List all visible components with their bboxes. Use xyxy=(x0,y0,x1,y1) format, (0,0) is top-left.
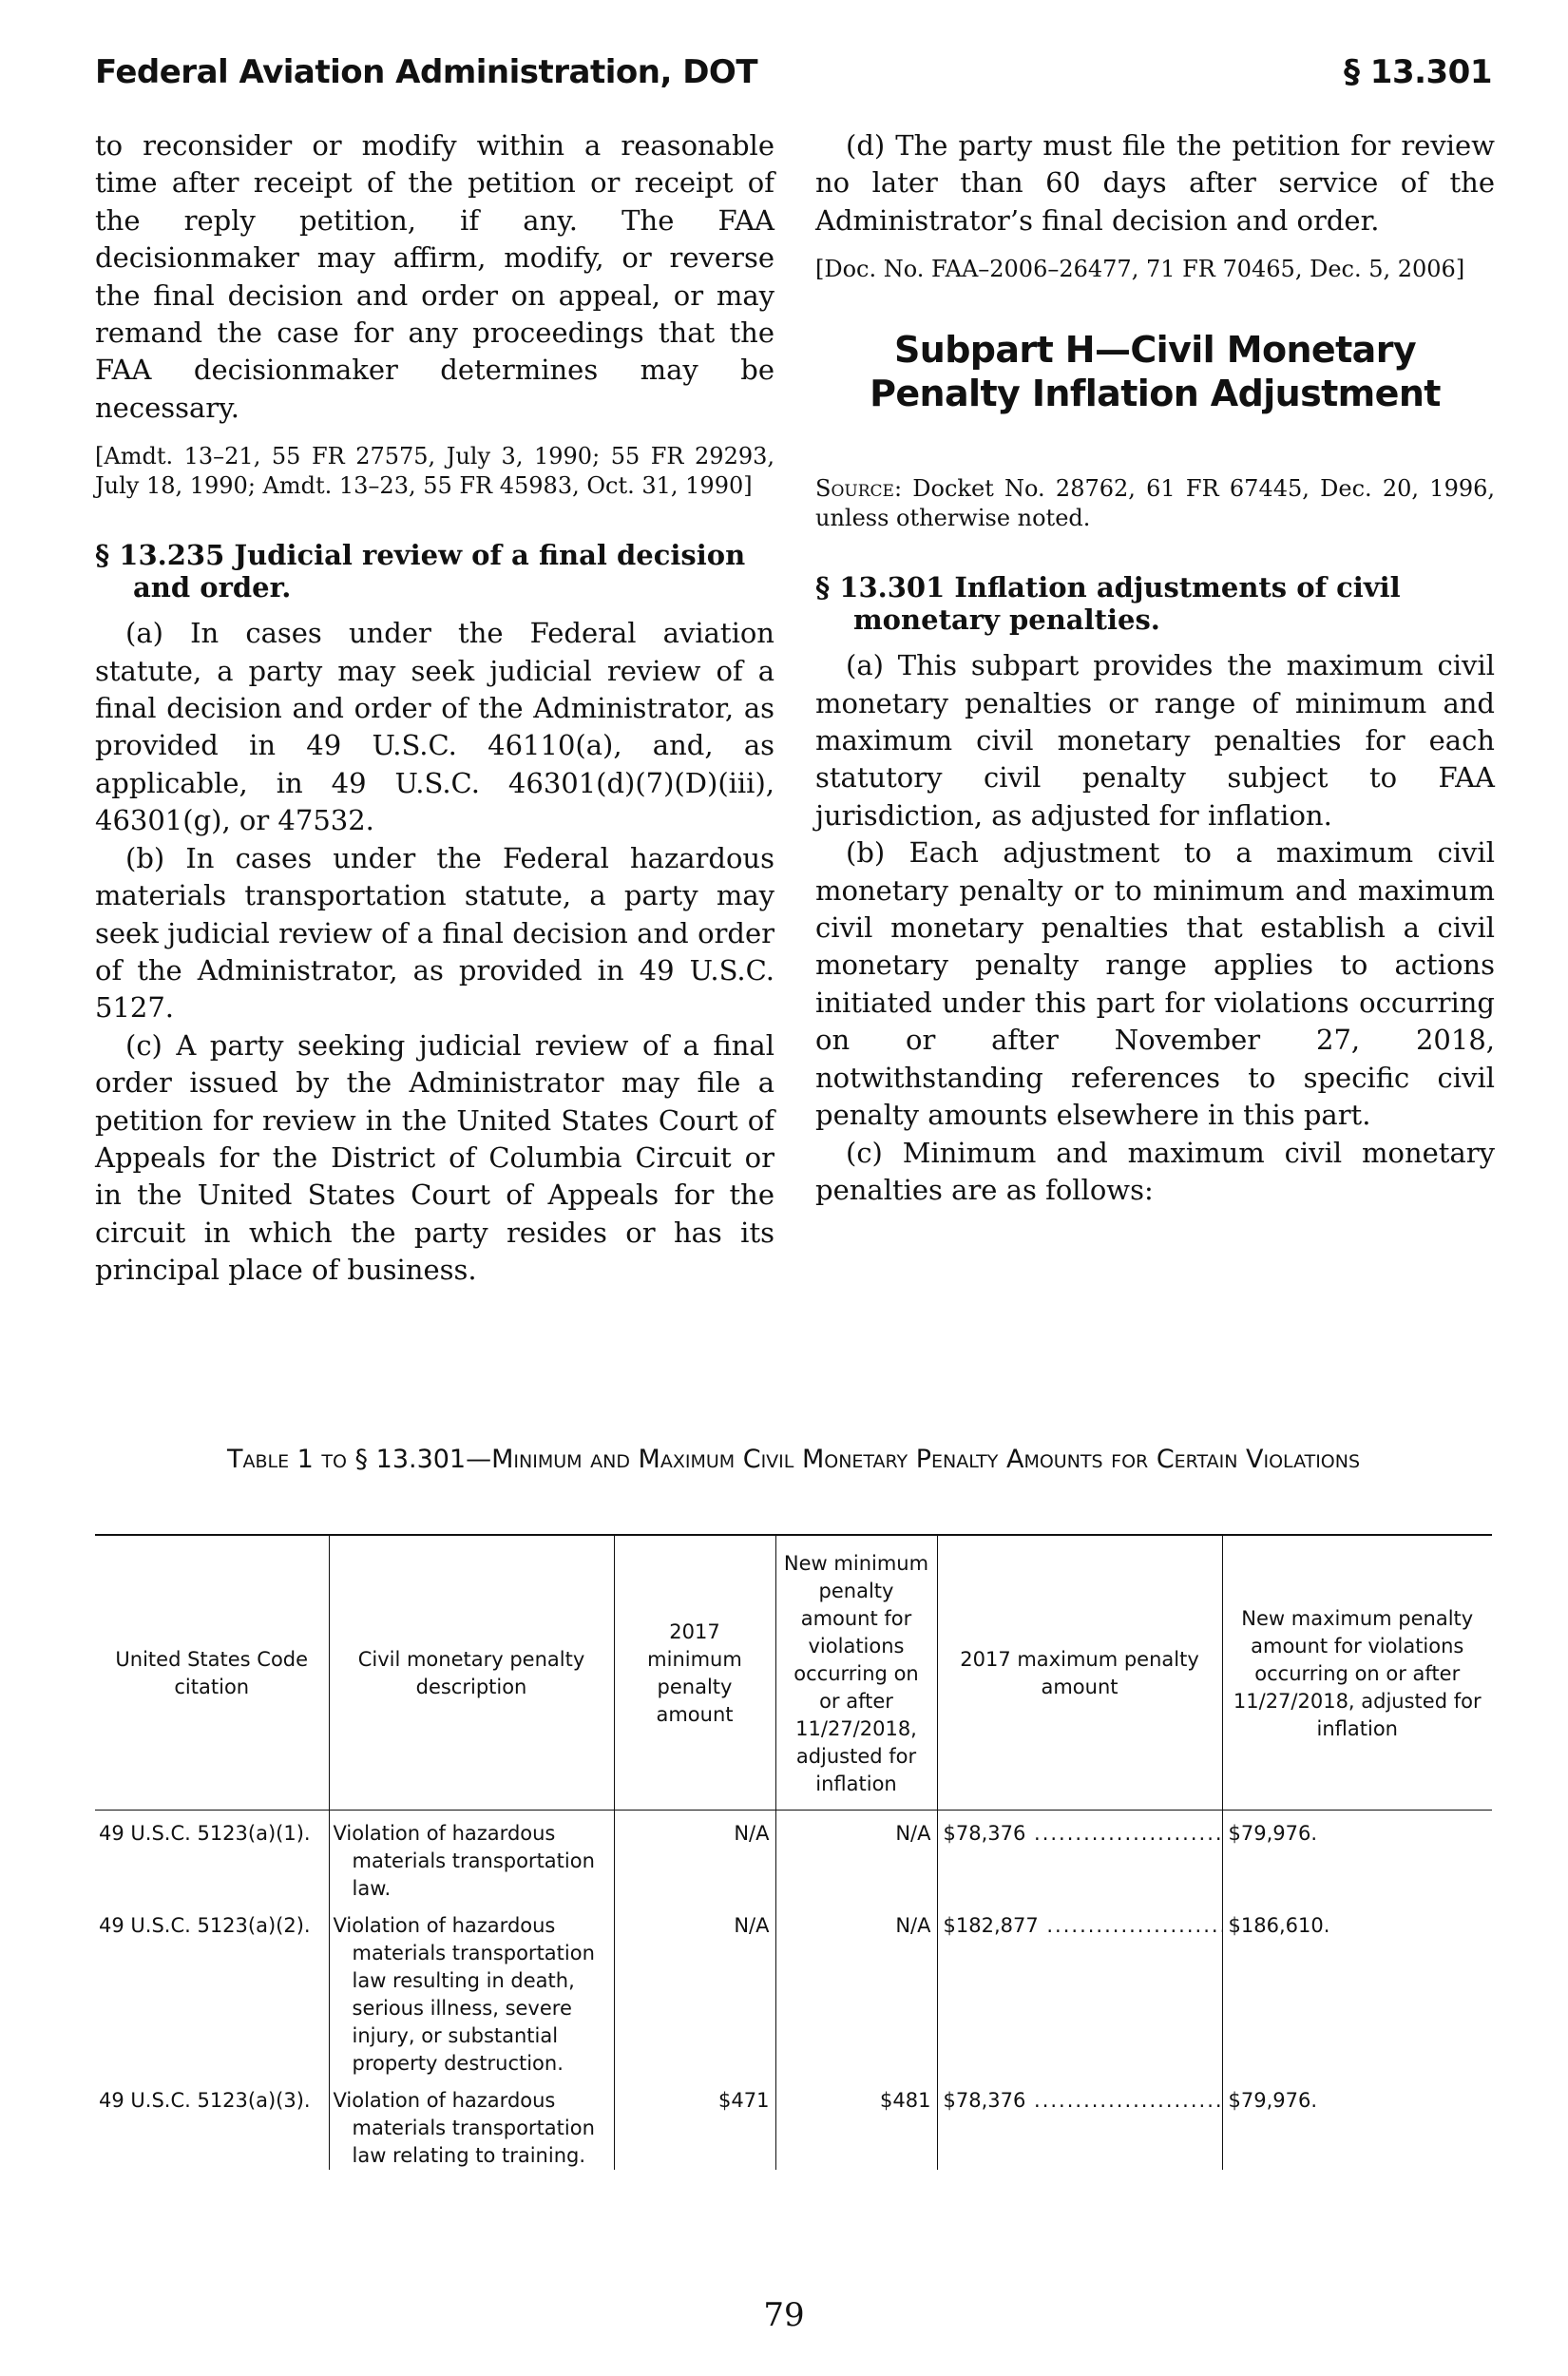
paragraph-a: (a) In cases under the Federal aviation statute, a party may seek judicial review of a final decision and order of the Administrator, as provided in 49 U.S.C. 46110(a), and, as applicable, in 49 U.S.C. 46301(d)(7)(D)(iii), 46301(g), or 47532. xyxy=(95,617,774,837)
cell-max-2017 xyxy=(937,1903,1222,2078)
continued-paragraph: to reconsider or modify within a reasonable time after receipt of the petition or receipt of the reply petition, if any. The FAA decisionmaker may affirm, modify, or reverse the final decision and order on appeal, or may remand the case for any proceedings that the FAA decisionmaker determines may be necessary. xyxy=(95,129,774,424)
paragraph-b: (b) In cases under the Federal hazardous materials transportation statute, a party may seek judicial review of a final decision and order of the Administrator, as provided in 49 U.S.C. 5127. xyxy=(95,841,774,1025)
section-heading-13-301 xyxy=(815,571,1495,636)
cell-min-2017: $471 xyxy=(614,2078,775,2170)
subpart-heading: Subpart H—Civil Monetary Penalty Inflation Adjustment xyxy=(870,329,1441,415)
cell-max-new: $79,976. xyxy=(1222,1811,1492,1904)
header-citation: United States Code citation xyxy=(95,1535,329,1811)
table-row xyxy=(95,1903,1492,2078)
cell-max-new: $186,610. xyxy=(1222,1903,1492,2078)
cell-description: Violation of hazardous materials transportation law relating to training. xyxy=(329,2078,614,2170)
paragraph-b: (b) Each adjustment to a maximum civil monetary penalty or to minimum and maximum civil monetary penalties that establish a civil monetary penalty range applies to actions initiated under this part for violations occurring on or after November 27, 2018, notwithstanding references to specific civil penalty amounts elsewhere in this part. xyxy=(815,836,1495,1132)
section-title: Judicial review of a final decision and order. xyxy=(133,539,746,604)
source-label: Source xyxy=(815,475,894,503)
paragraph-c: (c) Minimum and maximum civil monetary penalties are as follows: xyxy=(815,1136,1495,1206)
section-title: Inflation adjustments of civil monetary penalties. xyxy=(853,571,1401,637)
cell-max-2017 xyxy=(937,1811,1222,1904)
cell-min-new: N/A xyxy=(775,1903,937,2078)
table-header-row xyxy=(95,1535,1492,1811)
source-note xyxy=(815,474,1495,533)
table-row xyxy=(95,1811,1492,1904)
paragraph-a: (a) This subpart provides the maximum civil monetary penalties or range of minimum and maximum civil monetary penalties for each statutory civil penalty subject to FAA jurisdiction, as adjusted for inflation. xyxy=(815,649,1495,832)
max-2017-value: $78,376 ..... xyxy=(944,1822,1223,1845)
table-caption: Table 1 to § 13.301—Minimum and Maximum Civil Monetary Penalty Amounts for Certain Violations xyxy=(226,1445,1361,1474)
paragraph-c: (c) A party seeking judicial review of a final order issued by the Administrator may file a petition for review in the United States Court of Appeals for the District of Columbia Circuit or in the United States Court of Appeals for the circuit in which the party resides or has its principal place of business. xyxy=(95,1028,774,1287)
header-min-new: New minimum penalty amount for violations occurring on or after 11/27/2018, adjusted for inflation xyxy=(775,1535,937,1811)
header-max-2017: 2017 maximum penalty amount xyxy=(937,1535,1222,1811)
header-section: § 13.301 xyxy=(1343,53,1492,91)
cell-citation: 49 U.S.C. 5123(a)(2). xyxy=(99,1914,311,1937)
left-column xyxy=(95,127,774,1290)
page-number: 79 xyxy=(763,2296,805,2334)
header-description: Civil monetary penalty description xyxy=(329,1535,614,1811)
cell-citation: 49 U.S.C. 5123(a)(1). xyxy=(99,1822,311,1845)
cell-description: Violation of hazardous materials transportation law resulting in death, serious illness, severe injury, or substantial property destruction. xyxy=(329,1903,614,2078)
right-column xyxy=(815,127,1495,1209)
amendment-citation: [Amdt. 13–21, 55 FR 27575, July 3, 1990; 55 FR 29293, July 18, 1990; Amdt. 13–23, 55 FR 45983, Oct. 31, 1990] xyxy=(95,443,774,500)
header-agency: Federal Aviation Administration, DOT xyxy=(95,53,758,91)
section-heading-13-235 xyxy=(95,539,774,604)
table-row xyxy=(95,2078,1492,2170)
section-number: § 13.235 xyxy=(95,539,225,572)
cell-citation: 49 U.S.C. 5123(a)(3). xyxy=(99,2089,311,2112)
header-min-2017: 2017 minimum penalty amount xyxy=(614,1535,775,1811)
cell-min-2017: N/A xyxy=(614,1811,775,1904)
section-number: § 13.301 xyxy=(815,571,946,604)
cell-min-new: $481 xyxy=(775,2078,937,2170)
cell-max-2017 xyxy=(937,2078,1222,2170)
cell-max-new: $79,976. xyxy=(1222,2078,1492,2170)
cell-min-2017: N/A xyxy=(614,1903,775,2078)
cell-min-new: N/A xyxy=(775,1811,937,1904)
max-2017-value: $182,877 ..... xyxy=(944,1914,1223,1937)
paragraph-d: (d) The party must file the petition for review no later than 60 days after service of the Administrator’s final decision and order. xyxy=(815,129,1495,237)
docket-citation: [Doc. No. FAA–2006–26477, 71 FR 70465, Dec. 5, 2006] xyxy=(815,256,1465,283)
header-max-new: New maximum penalty amount for violations occurring on or after 11/27/2018, adjusted for inflation xyxy=(1222,1535,1492,1811)
cell-description: Violation of hazardous materials transportation law. xyxy=(329,1811,614,1904)
penalty-table xyxy=(95,1534,1492,2170)
max-2017-value: $78,376 ..... xyxy=(944,2089,1223,2112)
source-text: : Docket No. 28762, 61 FR 67445, Dec. 20, 1996, unless otherwise noted. xyxy=(815,475,1495,532)
